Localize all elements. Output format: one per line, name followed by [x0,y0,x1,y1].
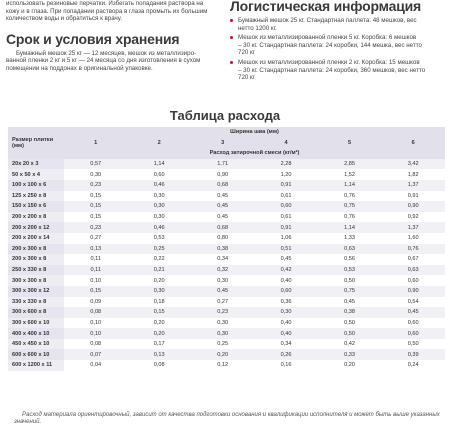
consumption-value-cell: 0,25 [191,339,254,350]
consumption-value-cell: 0,91 [254,180,317,191]
table-row [8,201,445,212]
consumption-value-cell: 0,23 [191,307,254,318]
table-title: Таблица расхода [169,108,281,123]
consumption-value-cell: 0,39 [381,349,445,360]
consumption-value-cell: 0,24 [381,360,445,371]
safety-line: кожу и в глаза. При попадании раствора в глаза промыть их большим [6,7,208,15]
consumption-value-cell: 0,30 [127,212,190,223]
consumption-value-cell: 0,10 [64,328,127,339]
consumption-value-cell: 1,33 [318,233,381,244]
logistics-item-line: Мешок из металлизированной пленки 2 кг. Коробка: 15 мешков [238,58,420,66]
width-column-header: 2 [127,138,190,149]
tile-size-cell: 125 х 250 х 8 [8,191,64,202]
consumption-value-cell: 0,76 [318,212,381,223]
storage-line: Бумажный мешок 25 кг — 12 месяцев, мешок из металлизиро- [16,49,197,57]
consumption-value-cell: 0,50 [318,318,381,329]
consumption-value-cell: 0,15 [64,286,127,297]
safety-paragraph [6,0,224,23]
consumption-value-cell: 1,14 [318,180,381,191]
consumption-value-cell: 0,91 [254,222,317,233]
consumption-value-cell: 0,60 [381,318,445,329]
consumption-value-cell: 0,30 [191,275,254,286]
tile-size-cell: 250 х 330 х 8 [8,265,64,276]
logistics-item-line: нетто 1200 кг. [238,24,277,32]
consumption-value-cell: 0,40 [254,328,317,339]
tile-size-cell: 50 х 50 х 4 [8,169,64,180]
table-row [8,349,445,360]
table-row [8,233,445,244]
consumption-value-cell: 0,30 [191,318,254,329]
left-column [6,0,224,73]
consumption-value-cell: 0,15 [64,212,127,223]
consumption-value-cell: 0,45 [191,191,254,202]
consumption-value-cell: 0,60 [254,286,317,297]
consumption-value-cell: 0,10 [64,318,127,329]
tile-size-cell: 20х 20 х 3 [8,159,64,170]
consumption-value-cell: 0,15 [64,201,127,212]
logistics-item-line: Бумажный мешок 25 кг. Стандартная паллета: 48 мешков, вес [238,17,417,24]
consumption-value-cell: 0,04 [64,360,127,371]
logistics-item [230,59,446,82]
bullet-icon [230,36,233,39]
consumption-value-cell: 0,34 [254,339,317,350]
table-row [8,360,445,371]
consumption-value-cell: 0,09 [64,297,127,308]
safety-line: количеством воды и обратиться к врачу. [6,15,122,23]
table-row [8,286,445,297]
table-row [8,307,445,318]
storage-heading: Срок и условия хранения [6,30,180,47]
table-row [8,212,445,223]
storage-paragraph [6,50,224,73]
safety-line: использовать резиновые перчатки. Избегать попадания раствора на [6,0,204,7]
consumption-value-cell: 0,30 [127,201,190,212]
tile-size-cell: 300 х 600 х 10 [8,318,64,329]
consumption-value-cell: 0,46 [127,222,190,233]
consumption-value-cell: 1,71 [191,159,254,170]
consumption-value-cell: 0,30 [127,286,190,297]
logistics-item-line: – 30 кг. Стандартная паллета: 24 коробки, 360 мешков, вес нетто [238,66,426,74]
consumption-value-cell: 2,28 [254,159,317,170]
consumption-header: Расход затирочной смеси (кг/м²) [64,148,445,159]
table-row [8,191,445,202]
consumption-value-cell: 0,36 [254,297,317,308]
table-row [8,180,445,191]
consumption-value-cell: 0,56 [318,254,381,265]
consumption-value-cell: 0,10 [64,275,127,286]
storage-line: помещении на поддонах в оригинальной упаковке. [6,64,153,72]
consumption-value-cell: 0,80 [191,233,254,244]
table-row [8,159,445,170]
consumption-value-cell: 0,60 [254,201,317,212]
logistics-item-line: 720 кг [238,49,256,57]
tile-size-cell: 200 х 200 х 14 [8,233,64,244]
consumption-value-cell: 0,63 [381,265,445,276]
consumption-value-cell: 0,20 [127,328,190,339]
bullet-icon [230,61,233,64]
consumption-value-cell: 0,60 [381,328,445,339]
table-row [8,169,445,180]
consumption-value-cell: 0,20 [191,349,254,360]
consumption-value-cell: 0,08 [64,307,127,318]
consumption-value-cell: 0,38 [191,244,254,255]
consumption-value-cell: 0,15 [64,191,127,202]
consumption-value-cell: 0,53 [127,233,190,244]
consumption-value-cell: 0,26 [254,349,317,360]
consumption-value-cell: 1,52 [318,169,381,180]
consumption-value-cell: 0,11 [64,254,127,265]
consumption-value-cell: 0,75 [318,286,381,297]
consumption-value-cell: 0,20 [318,360,381,371]
consumption-value-cell: 0,23 [64,180,127,191]
consumption-value-cell: 0,90 [381,286,445,297]
consumption-value-cell: 0,60 [381,275,445,286]
logistics-item [230,34,446,57]
consumption-value-cell: 0,76 [318,191,381,202]
table-row [8,254,445,265]
consumption-value-cell: 0,23 [64,222,127,233]
table-row [8,222,445,233]
consumption-value-cell: 1,82 [381,169,445,180]
consumption-value-cell: 0,51 [254,244,317,255]
consumption-value-cell: 0,32 [191,265,254,276]
consumption-value-cell: 0,45 [254,254,317,265]
footnote [14,412,444,427]
consumption-value-cell: 1,37 [381,222,445,233]
consumption-value-cell: 0,60 [127,169,190,180]
consumption-value-cell: 1,14 [127,159,190,170]
tile-size-cell: 300 х 300 х 12 [8,286,64,297]
consumption-table [8,127,445,371]
consumption-value-cell: 0,20 [127,318,190,329]
consumption-value-cell: 0,61 [254,212,317,223]
consumption-value-cell: 0,42 [318,339,381,350]
consumption-value-cell: 0,08 [64,339,127,350]
consumption-value-cell: 0,40 [254,318,317,329]
tile-size-cell: 100 х 100 х 6 [8,180,64,191]
consumption-value-cell: 0,17 [127,339,190,350]
consumption-value-cell: 0,46 [127,180,190,191]
consumption-value-cell: 0,40 [254,275,317,286]
consumption-value-cell: 0,13 [127,349,190,360]
consumption-value-cell: 0,68 [191,180,254,191]
storage-line: ванной пленки 2 кг и 5 кг — 24 месяца со дня изготовления в сухом [6,57,201,65]
consumption-value-cell: 0,12 [191,360,254,371]
consumption-value-cell: 0,45 [191,212,254,223]
consumption-value-cell: 0,34 [191,254,254,265]
tile-size-cell: 400 х 400 х 10 [8,328,64,339]
right-column [230,0,446,84]
consumption-value-cell: 0,90 [191,169,254,180]
consumption-value-cell: 1,60 [381,233,445,244]
consumption-value-cell: 0,45 [191,286,254,297]
consumption-value-cell: 0,53 [318,265,381,276]
width-column-header: 1 [64,138,127,149]
consumption-value-cell: 0,50 [381,339,445,350]
consumption-value-cell: 0,45 [318,297,381,308]
consumption-value-cell: 0,92 [381,212,445,223]
consumption-value-cell: 0,67 [381,254,445,265]
consumption-value-cell: 0,22 [127,254,190,265]
consumption-value-cell: 0,76 [381,244,445,255]
table-row [8,297,445,308]
footnote-line: значений. [14,419,42,426]
consumption-value-cell: 0,57 [64,159,127,170]
logistics-item [230,17,446,32]
table-row [8,244,445,255]
size-column-header: Размер плитки (мм) [8,127,64,159]
width-column-header: 6 [381,138,445,149]
consumption-value-cell: 3,42 [381,159,445,170]
consumption-value-cell: 0,42 [254,265,317,276]
consumption-value-cell: 0,18 [127,297,190,308]
tile-size-cell: 300 х 600 х 8 [8,307,64,318]
consumption-value-cell: 0,16 [254,360,317,371]
logistics-item-line: – 30 кг. Стандартная паллета: 24 коробки, 144 мешка, вес нетто [238,41,422,49]
consumption-value-cell: 0,30 [191,328,254,339]
tile-size-cell: 600 х 1200 х 11 [8,360,64,371]
consumption-value-cell: 0,38 [318,307,381,318]
consumption-value-cell: 0,90 [381,201,445,212]
logistics-heading: Логистическая информация [230,0,422,14]
consumption-value-cell: 0,27 [64,233,127,244]
consumption-value-cell: 1,14 [318,222,381,233]
consumption-value-cell: 1,20 [254,169,317,180]
tile-size-cell: 450 х 450 х 10 [8,339,64,350]
logistics-list [230,17,446,82]
consumption-value-cell: 1,06 [254,233,317,244]
consumption-value-cell: 0,91 [381,191,445,202]
table-row [8,265,445,276]
consumption-value-cell: 0,08 [127,360,190,371]
tile-size-cell: 200 х 300 х 8 [8,244,64,255]
tile-size-cell: 200 х 200 х 12 [8,222,64,233]
tile-size-cell: 600 х 600 х 10 [8,349,64,360]
consumption-value-cell: 0,27 [191,297,254,308]
table-row [8,275,445,286]
consumption-value-cell: 0,45 [381,307,445,318]
width-column-header: 4 [254,138,317,149]
tile-size-cell: 330 х 330 х 8 [8,297,64,308]
consumption-value-cell: 0,20 [127,275,190,286]
consumption-value-cell: 0,50 [318,328,381,339]
consumption-value-cell: 0,07 [64,349,127,360]
consumption-value-cell: 0,15 [127,307,190,318]
bullet-icon [230,19,233,22]
tile-size-cell: 300 х 300 х 8 [8,275,64,286]
consumption-value-cell: 0,63 [318,244,381,255]
width-column-header: 5 [318,138,381,149]
consumption-value-cell: 1,37 [381,180,445,191]
consumption-value-cell: 0,30 [254,307,317,318]
consumption-value-cell: 0,30 [127,191,190,202]
consumption-value-cell: 0,21 [127,265,190,276]
joint-width-header: Ширина шва (мм) [64,127,445,138]
footnote-line: Расход материала ориентировочный, зависит от качества подготовки основания и квалификации исполнителя и может быть выше указанных [22,412,440,418]
consumption-value-cell: 0,25 [127,244,190,255]
width-column-header: 3 [191,138,254,149]
consumption-value-cell: 0,54 [381,297,445,308]
logistics-item-line: 720 кг [238,74,256,82]
table-row [8,328,445,339]
table-row [8,318,445,329]
table-body [8,159,445,371]
consumption-value-cell: 0,45 [191,201,254,212]
logistics-item-line: Мешок из металлизированной пленки 5 кг. Коробка: 6 мешков [238,34,417,42]
consumption-value-cell: 0,50 [318,275,381,286]
consumption-value-cell: 0,75 [318,201,381,212]
tile-size-cell: 150 х 150 х 6 [8,201,64,212]
consumption-value-cell: 2,85 [318,159,381,170]
consumption-value-cell: 0,11 [64,265,127,276]
consumption-value-cell: 0,13 [64,244,127,255]
consumption-value-cell: 0,30 [64,169,127,180]
tile-size-cell: 200 х 200 х 8 [8,212,64,223]
consumption-value-cell: 0,61 [254,191,317,202]
consumption-value-cell: 0,68 [191,222,254,233]
table-row [8,339,445,350]
tile-size-cell: 200 х 300 х 8 [8,254,64,265]
consumption-value-cell: 0,33 [318,349,381,360]
